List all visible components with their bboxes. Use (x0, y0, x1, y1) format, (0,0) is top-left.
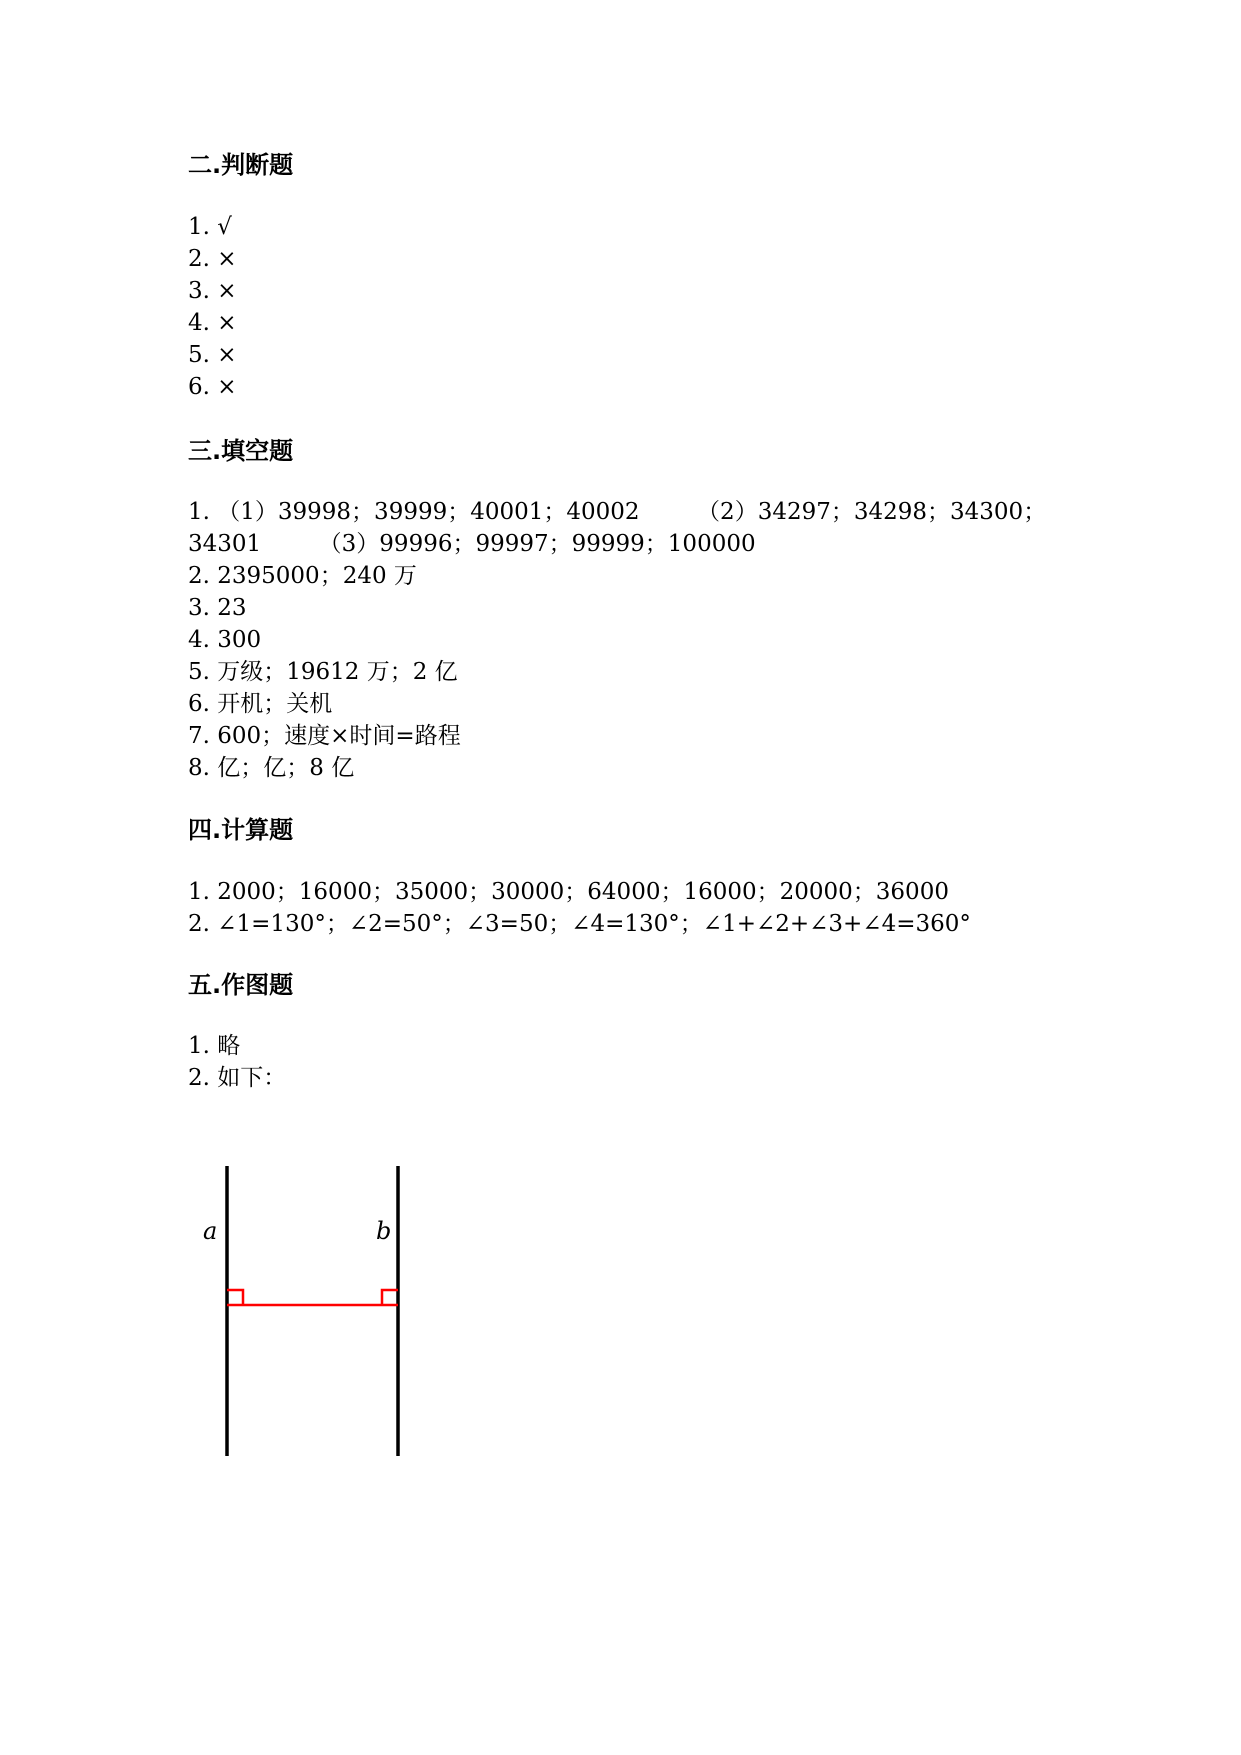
judge-answer-3: 3. × (188, 278, 237, 304)
fill-answer-5: 5. 万级；19612 万；2 亿 (188, 659, 458, 685)
parallel-lines-figure (195, 1160, 425, 1480)
judge-answer-2: 2. × (188, 246, 237, 272)
fill-answer-4: 4. 300 (188, 627, 262, 653)
judge-answer-6: 6. × (188, 374, 237, 400)
calc-answer-2: 2. ∠1=130°；∠2=50°；∠3=50；∠4=130°；∠1+∠2+∠3+∠4=360° (188, 911, 971, 937)
label-b: b (376, 1217, 392, 1245)
draw-answer-2: 2. 如下： (188, 1065, 287, 1091)
judge-answer-1: 1. √ (188, 214, 232, 240)
calc-answer-1: 1. 2000；16000；35000；30000；64000；16000；20000；36000 (188, 879, 949, 905)
fill-answer-3: 3. 23 (188, 595, 247, 621)
fill-answer-1a: 1. （1）39998；39999；40001；40002 （2）34297；34298；34300； (188, 499, 1047, 525)
fill-answer-6: 6. 开机；关机 (188, 691, 333, 717)
fill-answer-8: 8. 亿；亿；8 亿 (188, 755, 355, 781)
fill-answer-1b: 34301 （3）99996；99997；99999；100000 (188, 531, 756, 557)
draw-answer-1: 1. 略 (188, 1033, 241, 1059)
section-title-draw: 五.作图题 (188, 971, 294, 999)
judge-answer-5: 5. × (188, 342, 237, 368)
figure-svg (195, 1160, 425, 1480)
right-angle-mark-a (227, 1290, 243, 1305)
fill-answer-2: 2. 2395000；240 万 (188, 563, 417, 589)
section-title-judge: 二.判断题 (188, 151, 294, 179)
section-title-fill: 三.填空题 (188, 437, 294, 465)
judge-answer-4: 4. × (188, 310, 237, 336)
right-angle-mark-b (382, 1290, 398, 1305)
section-title-calc: 四.计算题 (188, 816, 294, 844)
fill-answer-7: 7. 600；速度×时间=路程 (188, 723, 461, 749)
label-a: a (203, 1217, 218, 1245)
